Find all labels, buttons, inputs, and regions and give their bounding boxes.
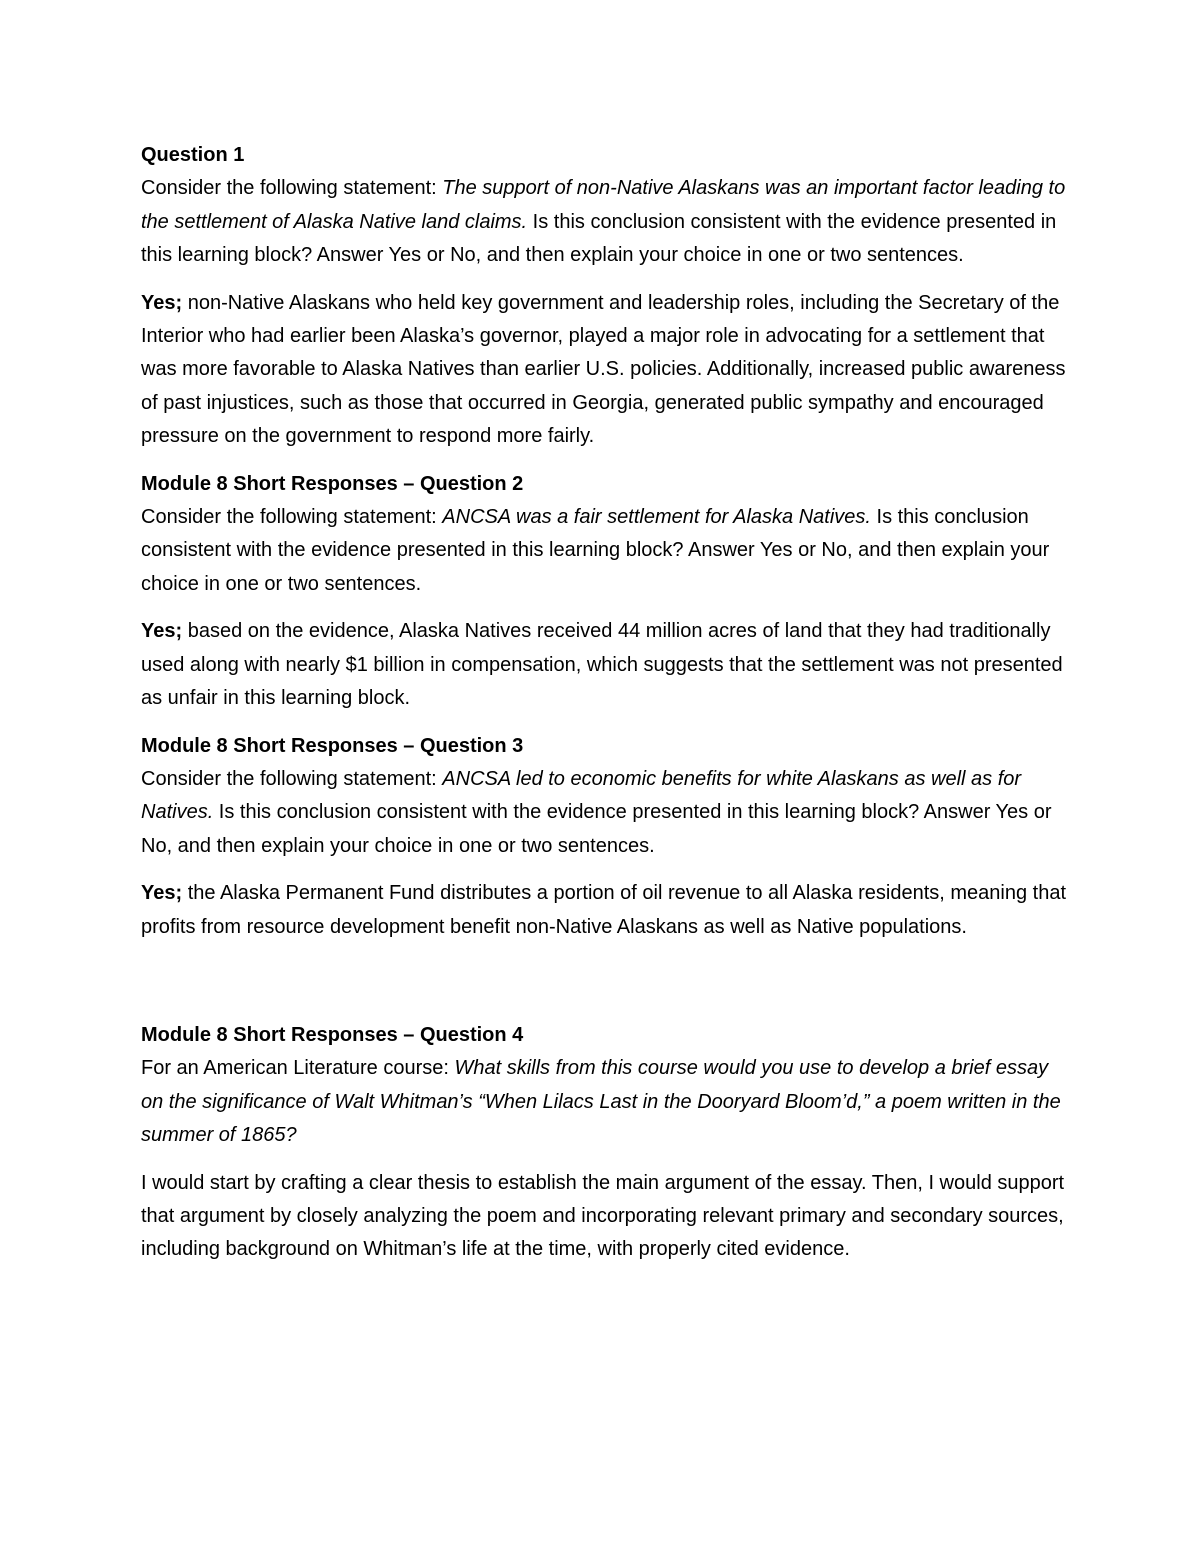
question-3-prompt <box>141 763 1066 863</box>
question-3-answer-text: the Alaska Permanent Fund distributes a portion of oil revenue to all Alaska residents, meaning that profits from resource development benefit non-Native Alaskans as well as Native populations. <box>141 882 1067 938</box>
question-2-heading: Module 8 Short Responses – Question 2 <box>141 472 524 495</box>
question-1-heading: Question 1 <box>141 144 245 166</box>
question-1-prompt-instructions: Is this conclusion consistent with the evidence presented in this learning block? Answer Yes or No, and then explain your choice in one or two sentences. <box>141 210 1057 267</box>
question-2-prompt-intro: Consider the following statement: <box>141 506 443 529</box>
question-4-answer-text: I would start by crafting a clear thesis to establish the main argument of the essay. Then, I would support that argument by closely analyzing the poem and incorporating relevant primary and secondary sources, including background on Whitman’s life at the time, with properly cited evidence. <box>141 1171 1065 1261</box>
question-4-answer <box>141 1167 1066 1267</box>
question-4-prompt-intro: For an American Literature course: <box>141 1057 455 1080</box>
question-2-statement: ANCSA was a fair settlement for Alaska Natives. <box>442 506 871 529</box>
question-3-answer-label: Yes; <box>141 882 183 905</box>
question-2-answer-text: based on the evidence, Alaska Natives received 44 million acres of land that they had traditionally used along with nearly $1 billion in compensation, which suggests that the settlement was not presented as unfair in this learning block. <box>141 620 1063 710</box>
question-1-answer-text: non-Native Alaskans who held key government and leadership roles, including the Secretary of the Interior who had earlier been Alaska’s governor, played a major role in advocating for a settlement that was more favorable to Alaska Natives than earlier U.S. policies. Additionally, increased public awareness of past injustices, such as those that occurred in Georgia, generated public sympathy and encouraged pressure on the government to respond more fairly. <box>141 291 1066 448</box>
question-1-prompt <box>141 172 1066 272</box>
question-2-prompt <box>141 501 1066 601</box>
blank-space <box>141 944 1066 1005</box>
question-3-prompt-intro: Consider the following statement: <box>141 767 443 790</box>
question-4-heading: Module 8 Short Responses – Question 4 <box>141 1023 524 1046</box>
question-3-prompt-instructions: Is this conclusion consistent with the evidence presented in this learning block? Answer Yes or No, and then explain your choice in one or two sentences. <box>141 801 1052 857</box>
question-2-answer-label: Yes; <box>141 620 183 643</box>
question-3 <box>141 730 1066 864</box>
question-2-prompt-instructions: Is this conclusion consistent with the evidence presented in this learning block? Answer Yes or No, and then explain your choice in one or two sentences. <box>141 506 1050 595</box>
question-1-answer <box>141 287 1066 454</box>
question-3-heading: Module 8 Short Responses – Question 3 <box>141 734 524 757</box>
question-4-prompt <box>141 1052 1066 1152</box>
document-body <box>141 139 1066 1267</box>
question-3-statement: ANCSA led to economic benefits for white Alaskans as well as for Natives. <box>141 767 1022 824</box>
question-4 <box>141 1019 1066 1153</box>
question-1-answer-label: Yes; <box>141 291 183 314</box>
question-1-prompt-intro: Consider the following statement: <box>141 177 443 200</box>
question-2 <box>141 468 1066 602</box>
question-1-statement: The support of non-Native Alaskans was an important factor leading to the settlement of Alaska Native land claims. <box>141 177 1066 233</box>
question-3-answer <box>141 877 1066 944</box>
question-1 <box>141 139 1066 273</box>
question-2-answer <box>141 615 1066 715</box>
question-4-statement: What skills from this course would you use to develop a brief essay on the significance of Walt Whitman’s “When Lilacs Last in the Dooryard Bloom’d,” a poem written in the summer of 1865? <box>141 1057 1061 1147</box>
